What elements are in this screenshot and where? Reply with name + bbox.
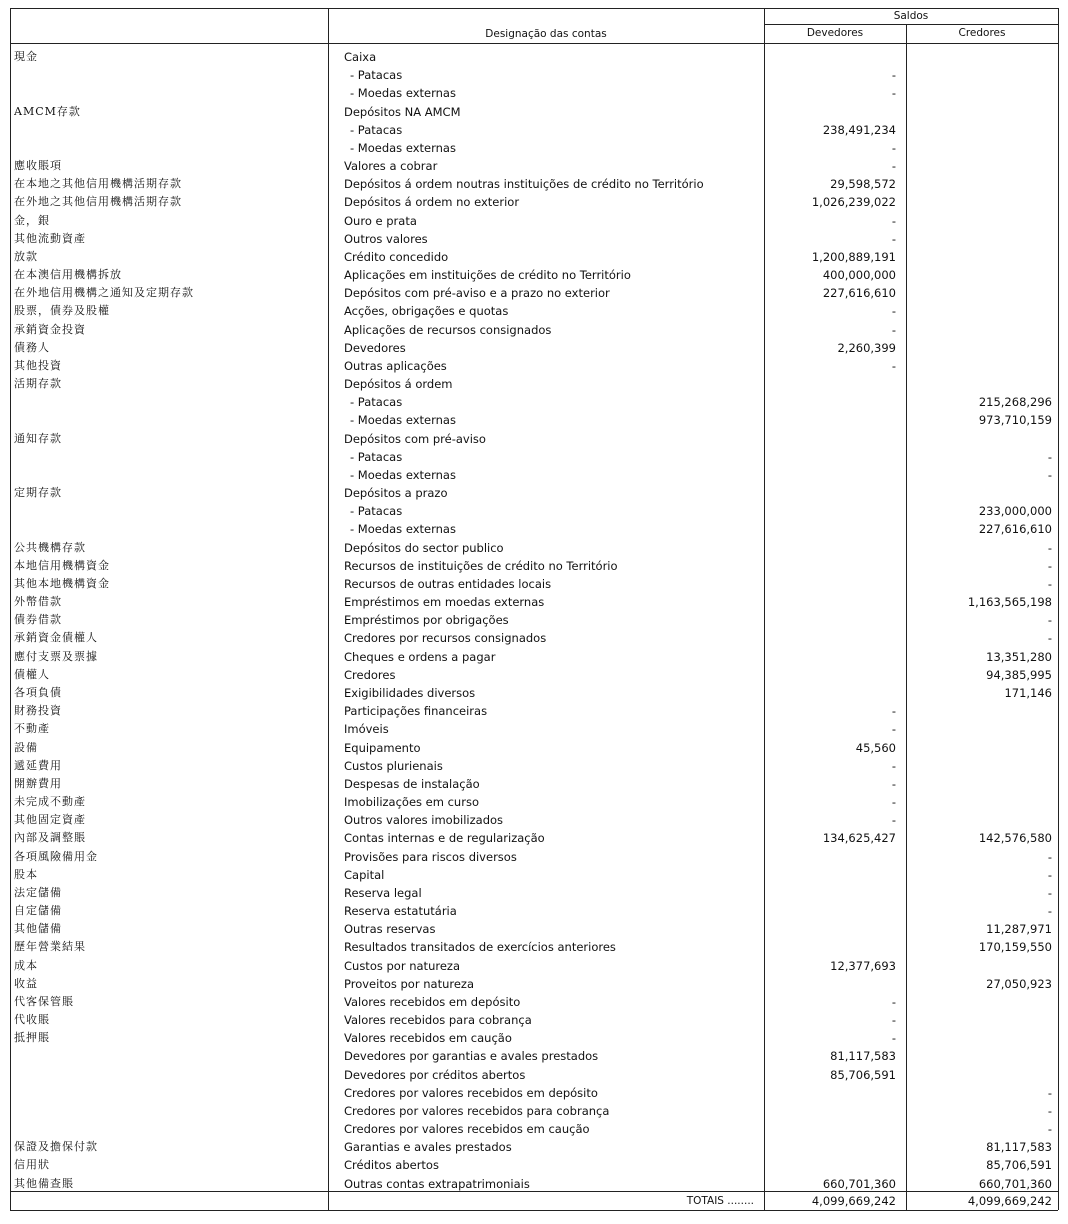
table-row [0, 448, 1068, 466]
account-designation: Custos plurienais [344, 758, 443, 773]
table-row [0, 720, 1068, 738]
chinese-account-name: 未完成不動產 [14, 795, 86, 808]
totals-credores: 4,099,669,242 [967, 1194, 1052, 1208]
chinese-account-name: 債權人 [14, 667, 50, 681]
account-designation: - Patacas [350, 122, 403, 137]
header-credores: Credores [958, 27, 1006, 39]
table-row [0, 648, 1068, 666]
account-designation: Garantias e avales prestados [344, 1140, 512, 1155]
chinese-account-name: 金，銀 [14, 213, 50, 227]
chinese-account-name: 股本 [14, 867, 38, 881]
table-row [0, 884, 1068, 902]
table-row [0, 375, 1068, 393]
credit-value: - [1047, 613, 1052, 628]
table-row [0, 502, 1068, 520]
chinese-account-name: 財務投資 [14, 704, 62, 718]
account-designation: Resultados transitados de exercícios anteriores [344, 940, 616, 955]
debit-value: 2,260,399 [837, 340, 896, 355]
debit-value: - [891, 358, 896, 373]
chinese-account-name: 公共機構存款 [14, 540, 86, 554]
debit-value: 134,625,427 [822, 831, 896, 846]
table-row [0, 557, 1068, 575]
table-row [0, 1138, 1068, 1156]
account-designation: Outros valores imobilizados [344, 813, 504, 828]
credit-value: 142,576,580 [978, 831, 1052, 846]
table-row [0, 575, 1068, 593]
chinese-account-name: 抵押賬 [14, 1031, 50, 1045]
credit-value: - [1047, 1122, 1052, 1136]
table-row [0, 957, 1068, 975]
debit-value: - [891, 722, 896, 737]
table-row [0, 757, 1068, 775]
debit-value: - [891, 1031, 896, 1046]
chinese-account-name: 各項負債 [14, 686, 62, 699]
chinese-account-name: 承銷資金債權人 [14, 631, 98, 645]
account-designation: - Moedas externas [350, 467, 456, 482]
chinese-account-name: 其他投資 [14, 358, 62, 372]
table-row [0, 302, 1068, 320]
account-designation: - Patacas [350, 449, 403, 464]
table-row [0, 193, 1068, 211]
credit-value: - [1047, 467, 1052, 482]
debit-value: 45,560 [855, 740, 896, 755]
account-designation: - Moedas externas [350, 413, 456, 428]
chinese-account-name: 法定儲備 [14, 885, 62, 899]
table-row [0, 466, 1068, 484]
chinese-account-name: 歷年營業結果 [14, 940, 86, 954]
account-designation: - Moedas externas [350, 522, 456, 537]
table-row [0, 1011, 1068, 1029]
debit-value: 400,000,000 [822, 268, 896, 282]
totals-label: TOTAIS ........ [686, 1195, 754, 1207]
table-row [0, 593, 1068, 611]
debit-value: - [891, 304, 896, 319]
credit-value: - [1047, 576, 1052, 591]
table-row [0, 484, 1068, 502]
table-row [0, 1102, 1068, 1120]
credit-value: 170,159,550 [978, 940, 1052, 955]
chinese-account-name: 在外地信用機構之通知及定期存款 [14, 286, 194, 300]
credit-value: 85,706,591 [986, 1158, 1052, 1173]
account-designation: Despesas de instalação [344, 776, 480, 791]
top-border [10, 8, 1058, 9]
chinese-account-name: AMCM存款 [14, 104, 81, 118]
table-row [0, 684, 1068, 702]
account-designation: Imóveis [344, 722, 389, 737]
table-row [0, 920, 1068, 938]
totals-devedores: 4,099,669,242 [811, 1194, 896, 1208]
header-saldos-divider [764, 24, 1058, 25]
account-designation: Proveitos por natureza [344, 976, 474, 991]
table-row [0, 321, 1068, 339]
table-row [0, 811, 1068, 829]
debit-value: - [891, 322, 896, 337]
credit-value: 973,710,159 [978, 413, 1052, 428]
account-designation: Caixa [344, 50, 377, 64]
table-row [0, 339, 1068, 357]
chinese-account-name: 外幣借款 [14, 595, 62, 609]
table-row [0, 775, 1068, 793]
table-row [0, 157, 1068, 175]
debit-value: - [891, 795, 896, 809]
account-designation: Custos por natureza [344, 958, 460, 973]
credit-value: 227,616,610 [978, 522, 1052, 537]
account-designation: Contas internas e de regularização [344, 831, 545, 846]
chinese-account-name: 開辦費用 [14, 776, 62, 790]
chinese-account-name: 在本澳信用機構拆放 [14, 268, 122, 281]
account-designation: Provisões para riscos diversos [344, 849, 517, 864]
credit-value: - [1047, 867, 1052, 882]
debit-value: 29,598,572 [830, 177, 896, 192]
table-row [0, 739, 1068, 757]
debit-value: 660,701,360 [822, 1176, 896, 1191]
table-row [0, 702, 1068, 720]
chinese-account-name: 內部及調整賬 [14, 831, 86, 845]
account-designation: - Patacas [350, 504, 403, 519]
credit-value: 27,050,923 [986, 976, 1052, 991]
account-designation: - Moedas externas [350, 86, 456, 101]
table-row [0, 1029, 1068, 1047]
chinese-account-name: 在外地之其他信用機構活期存款 [14, 195, 182, 209]
table-row [0, 230, 1068, 248]
bottom-border [10, 1210, 1058, 1211]
table-row [0, 266, 1068, 284]
table-row [0, 1175, 1068, 1193]
table-row [0, 993, 1068, 1011]
account-designation: Outras aplicações [344, 358, 447, 373]
credit-value: - [1047, 558, 1052, 573]
account-designation: Reserva estatutária [344, 904, 457, 918]
account-designation: Credores por valores recebidos em depósito [344, 1085, 598, 1100]
chinese-account-name: 其他儲備 [14, 922, 62, 936]
credit-value: - [1047, 885, 1052, 900]
table-row [0, 411, 1068, 429]
credit-value: 215,268,296 [978, 395, 1052, 410]
header-bottom-border [10, 43, 1058, 44]
account-designation: Credores [344, 667, 396, 682]
credit-value: - [1047, 540, 1052, 555]
account-designation: Devedores [344, 340, 406, 355]
credit-value: 233,000,000 [978, 504, 1052, 519]
chinese-account-name: 活期存款 [14, 377, 62, 391]
table-row [0, 629, 1068, 647]
table-row [0, 248, 1068, 266]
debit-value: 227,616,610 [822, 286, 896, 301]
debit-value: 12,377,693 [830, 958, 896, 973]
chinese-account-name: 成本 [14, 958, 38, 972]
account-designation: Empréstimos por obrigações [344, 613, 509, 628]
account-designation: Acções, obrigações e quotas [344, 304, 509, 319]
debit-value: 85,706,591 [830, 1067, 896, 1082]
account-designation: Participações financeiras [344, 704, 488, 719]
chinese-account-name: 設備 [14, 740, 38, 754]
account-designation: Depósitos á ordem no exterior [344, 195, 520, 210]
chinese-account-name: 遞延費用 [14, 758, 62, 772]
table-row [0, 1120, 1068, 1138]
account-designation: Valores recebidos em caução [344, 1031, 512, 1046]
chinese-account-name: 股票，債券及股權 [14, 304, 110, 318]
account-designation: Exigibilidades diversos [344, 686, 476, 700]
account-designation: Depósitos NA AMCM [344, 104, 461, 119]
account-designation: Capital [344, 867, 385, 882]
debit-value: - [891, 776, 896, 791]
account-designation: Depósitos á ordem [344, 377, 453, 392]
chinese-account-name: 通知存款 [14, 431, 62, 445]
credit-value: - [1047, 1085, 1052, 1100]
totals-row [0, 1192, 1068, 1210]
credit-value: - [1047, 904, 1052, 918]
account-designation: Empréstimos em moedas externas [344, 595, 545, 610]
account-designation: - Patacas [350, 68, 403, 83]
account-designation: Crédito concedido [344, 249, 449, 264]
chinese-account-name: 代客保管賬 [14, 994, 74, 1008]
table-row [0, 430, 1068, 448]
chinese-account-name: 其他流動資產 [14, 231, 86, 245]
credit-value: 94,385,995 [986, 667, 1052, 682]
chinese-account-name: 在本地之其他信用機構活期存款 [14, 177, 182, 191]
header-saldos: Saldos [893, 10, 929, 22]
credit-value: 11,287,971 [986, 922, 1052, 937]
credit-value: 81,117,583 [986, 1140, 1052, 1155]
chinese-account-name: 代收賬 [14, 1013, 50, 1026]
table-row [0, 611, 1068, 629]
account-designation: Outras contas extrapatrimoniais [344, 1176, 530, 1191]
table-row [0, 666, 1068, 684]
chinese-account-name: 信用狀 [14, 1158, 50, 1172]
debit-value: - [891, 758, 896, 773]
table-row [0, 866, 1068, 884]
debit-value: - [891, 213, 896, 228]
debit-value: - [891, 1013, 896, 1027]
debit-value: 1,200,889,191 [811, 249, 896, 264]
account-designation: Credores por valores recebidos em caução [344, 1122, 590, 1136]
debit-value: - [891, 68, 896, 83]
account-designation: Outros valores [344, 231, 428, 246]
debit-value: 238,491,234 [822, 122, 896, 137]
table-row [0, 539, 1068, 557]
account-designation: Credores por valores recebidos para cobrança [344, 1103, 610, 1118]
chinese-account-name: 放款 [14, 249, 38, 263]
table-row [0, 212, 1068, 230]
account-designation: Depósitos a prazo [344, 486, 448, 501]
table-row [0, 520, 1068, 538]
chinese-account-name: 其他本地機構資金 [14, 576, 110, 590]
account-designation: Reserva legal [344, 885, 422, 900]
table-row [0, 1084, 1068, 1102]
account-designation: Depósitos á ordem noutras instituições de crédito no Território [344, 177, 704, 192]
account-designation: Valores recebidos em depósito [344, 994, 521, 1009]
account-designation: - Patacas [350, 395, 403, 410]
table-row [0, 121, 1068, 139]
table-row [0, 139, 1068, 157]
debit-value: 1,026,239,022 [811, 195, 896, 210]
table-row [0, 103, 1068, 121]
debit-value: - [891, 231, 896, 246]
chinese-account-name: 其他備查賬 [14, 1176, 74, 1190]
table-row [0, 1156, 1068, 1174]
credit-value: 1,163,565,198 [967, 595, 1052, 610]
chinese-account-name: 應付支票及票據 [14, 649, 98, 663]
account-designation: Valores recebidos para cobrança [344, 1013, 532, 1027]
account-designation: Cheques e ordens a pagar [344, 649, 496, 664]
account-designation: Valores a cobrar [344, 159, 438, 173]
table-row [0, 357, 1068, 375]
table-row [0, 284, 1068, 302]
table-row [0, 975, 1068, 993]
account-designation: - Moedas externas [350, 140, 456, 155]
chinese-account-name: 收益 [14, 976, 38, 990]
chinese-account-name: 應收賬項 [14, 159, 62, 172]
table-row [0, 393, 1068, 411]
account-designation: Recursos de outras entidades locais [344, 576, 552, 591]
chinese-account-name: 本地信用機構資金 [14, 558, 110, 572]
account-designation: Credores por recursos consignados [344, 631, 547, 646]
credit-value: - [1047, 1103, 1052, 1118]
table-row [0, 66, 1068, 84]
header-devedores: Devedores [806, 27, 864, 39]
credit-value: - [1047, 849, 1052, 864]
account-designation: Ouro e prata [344, 213, 417, 228]
debit-value: - [891, 813, 896, 828]
debit-value: 81,117,583 [830, 1049, 896, 1064]
table-row [0, 829, 1068, 847]
table-row [0, 793, 1068, 811]
header-designacao: Designação das contas [485, 28, 607, 40]
table-row [0, 1066, 1068, 1084]
table-row [0, 938, 1068, 956]
chinese-account-name: 債務人 [14, 340, 50, 354]
account-designation: Outras reservas [344, 922, 436, 937]
account-designation: Depósitos do sector publico [344, 540, 504, 555]
account-designation: Aplicações de recursos consignados [344, 322, 552, 337]
debit-value: - [891, 159, 896, 173]
credit-value: 171,146 [1004, 686, 1052, 700]
chinese-account-name: 其他固定資產 [14, 813, 86, 827]
debit-value: - [891, 140, 896, 155]
credit-value: - [1047, 449, 1052, 464]
credit-value: 660,701,360 [978, 1176, 1052, 1191]
chinese-account-name: 自定儲備 [14, 904, 62, 917]
table-row [0, 48, 1068, 66]
debit-value: - [891, 86, 896, 101]
account-designation: Créditos abertos [344, 1158, 439, 1173]
account-designation: Devedores por garantias e avales prestados [344, 1049, 599, 1064]
table-row [0, 175, 1068, 193]
table-row [0, 84, 1068, 102]
debit-value: - [891, 994, 896, 1009]
chinese-account-name: 定期存款 [14, 486, 62, 500]
account-designation: Depósitos com pré-aviso [344, 431, 486, 446]
table-row [0, 848, 1068, 866]
account-designation: Recursos de instituições de crédito no Território [344, 558, 618, 573]
chinese-account-name: 保證及擔保付款 [14, 1140, 98, 1154]
table-row [0, 902, 1068, 920]
account-designation: Depósitos com pré-aviso e a prazo no exterior [344, 286, 610, 301]
table-row [0, 1047, 1068, 1065]
chinese-account-name: 不動產 [14, 722, 50, 736]
account-designation: Devedores por créditos abertos [344, 1067, 526, 1082]
debit-value: - [891, 704, 896, 719]
account-designation: Aplicações em instituições de crédito no Território [344, 268, 631, 282]
chinese-account-name: 承銷資金投資 [14, 322, 86, 336]
chinese-account-name: 各項風險備用金 [14, 849, 98, 863]
credit-value: 13,351,280 [986, 649, 1052, 664]
account-designation: Imobilizações em curso [344, 795, 479, 809]
chinese-account-name: 債券借款 [14, 613, 62, 627]
credit-value: - [1047, 631, 1052, 646]
chinese-account-name: 現金 [14, 50, 38, 63]
account-designation: Equipamento [344, 740, 421, 755]
